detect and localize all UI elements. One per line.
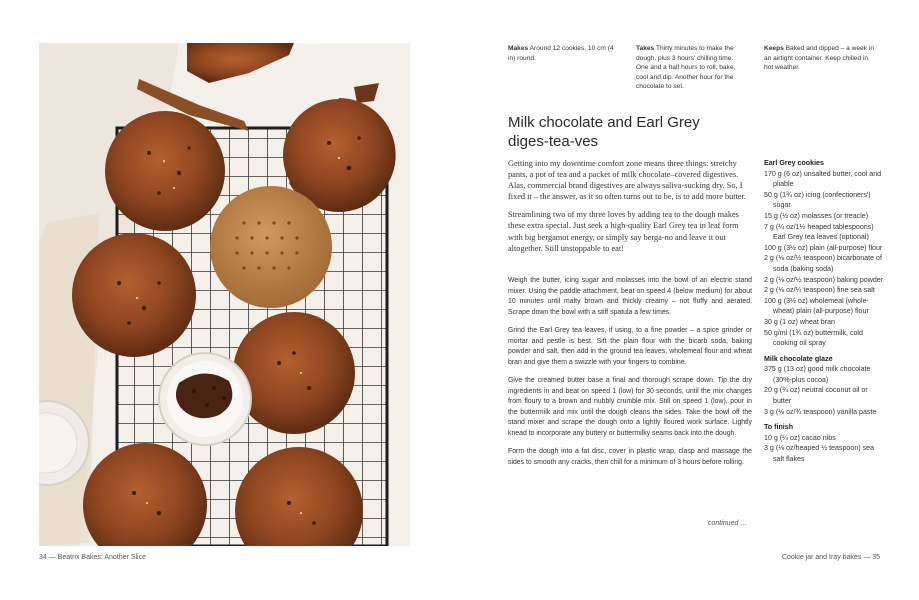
ingredient-item: 100 g (3½ oz) wholemeal (whole-wheat) plain (all-purpose) flour [764,296,869,316]
cookie-photo [39,43,410,546]
ingredient-item: 50 g (1¾ oz) icing (confectioners') sugar [764,190,871,210]
method-paragraph: Grind the Earl Grey tea leaves, if using, to a fine powder – a spice grinder or mortar and pestle is best. Sift the plain flour with the bicarb soda, baking powder and salt, then add in the ground tea leaves, wholemeal flour and wheat bran and give them a swizzle with your fingers to combine. [508,327,752,366]
ingredient-item: 170 g (6 oz) unsalted butter, cool and pliable [764,169,882,189]
ingredient-item: 20 g (¾ oz) neutral coconut oil or butter [764,386,868,406]
footer-right: Cookie jar and tray bakes — 35 [781,554,880,561]
ingredient-item: 100 g (3½ oz) plain (all-purpose) flour [764,243,883,252]
recipe-intro [508,158,752,261]
intro-paragraph: Streamlining two of my three loves by adding tea to the dough makes these extra special. Just seek a high-quality Earl Grey tea in leaf form with big bergamot energy, or simply say berga-no and leave it out altogether. Still unstoppable to eat! [508,210,739,253]
recipe-method [508,276,752,476]
ingredients-list [764,158,886,467]
method-paragraph: Give the creamed butter base a final and thorough scrape down. Tip the dry ingredients in and beat on speed 1 (low) for 30 seconds, until the mix changes from floury to a brown and nubbly crumble mix. Still on speed 1 (low), pour in the buttermilk and mix until the dough cleans the sides. Take the bowl off the stand mixer and scrape the dough onto a lightly floured work surface. Lightly knead to incorporate any buttery or buttermilky seams back into the dough. [508,377,752,437]
ingredient-item: 2 g (⅛ oz/¼ teaspoon) fine sea salt [764,286,875,295]
ingredient-heading: Earl Grey cookies [764,159,824,167]
method-paragraph: Form the dough into a fat disc, cover in plastic wrap, clasp and massage the sides to smooth any cracks, then chill for a minimum of 3 hours before rolling. [508,448,752,466]
title-line-1: Milk chocolate and Earl Grey [508,114,700,131]
title-line-2: diges-tea-ves [508,132,599,150]
ingredient-item: 30 g (1 oz) wheat bran [764,317,835,326]
ingredient-section [764,158,886,349]
keeps-label: Keeps [764,45,784,52]
makes-info [508,44,620,63]
takes-info [636,44,744,92]
ingredient-item: 3 g (⅛ oz/heaped ½ teaspoon) sea salt flakes [764,444,875,464]
footer-left: 34 — Beatrix Bakes: Another Slice [39,554,146,561]
takes-label: Takes [636,45,655,52]
keeps-info [764,44,876,73]
intro-paragraph: Getting into my downtime comfort zone means three things: stretchy pants, a pot of tea and a packet of milk chocolate–covered digestives. Alas, commercial brand digestives are always saliva-sucking dry. So, I fixed it – the answer, as it so often turns out to be, is to add more butter. [508,159,746,202]
ingredient-section [764,354,886,418]
ingredient-item: 375 g (13 oz) good milk chocolate (30%-plus cocoa) [764,365,871,384]
ingredient-item: 7 g (¼ oz/1½ heaped tablespoons) Earl Grey tea leaves (optional) [764,222,874,242]
ingredient-item: 10 g (¼ oz) cacao nibs [764,433,836,442]
continued-note: continued … [708,520,748,527]
ingredient-item: 2 g (⅛ oz/½ teaspoon) bicarbonate of soda (baking soda) [764,254,882,273]
ingredient-item: 2 g (⅛ oz/½ teaspoon) baking powder [764,275,884,284]
ingredient-item: 15 g (½ oz) molasses (or treacle) [764,211,869,220]
ingredient-heading: To finish [764,423,794,432]
method-paragraph: Weigh the butter, icing sugar and molasses into the bowl of an electric stand mixer. Using the paddle attachment, beat on speed 4 (below medium) for about 10 minutes until malty brown and thickly creamy – not fluffy and aerated. Scrape down the bowl with a stiff spatula a few times. [508,277,752,316]
ingredient-section [764,422,886,464]
takes-text: Thirty minutes to make the dough, plus 3 hours' chilling time. One and a half hours to roll, bake, cool and dip. Another hour for the chocolate to set. [636,45,736,91]
ingredient-item: 3 g (⅛ oz/¾ teaspoon) vanilla paste [764,407,877,416]
ingredient-item: 50 g/ml (1¾ oz) buttermilk, cold cooking oil spray [764,328,863,348]
keeps-text: Baked and dipped – a week in an airtight container. Keep chilled in hot weather. [764,45,874,72]
makes-label: Makes [508,45,529,52]
recipe-title [508,114,728,151]
makes-text: Around 12 cookies, 10 cm (4 in) round. [508,45,614,62]
ingredient-heading: Milk chocolate glaze [764,354,833,363]
